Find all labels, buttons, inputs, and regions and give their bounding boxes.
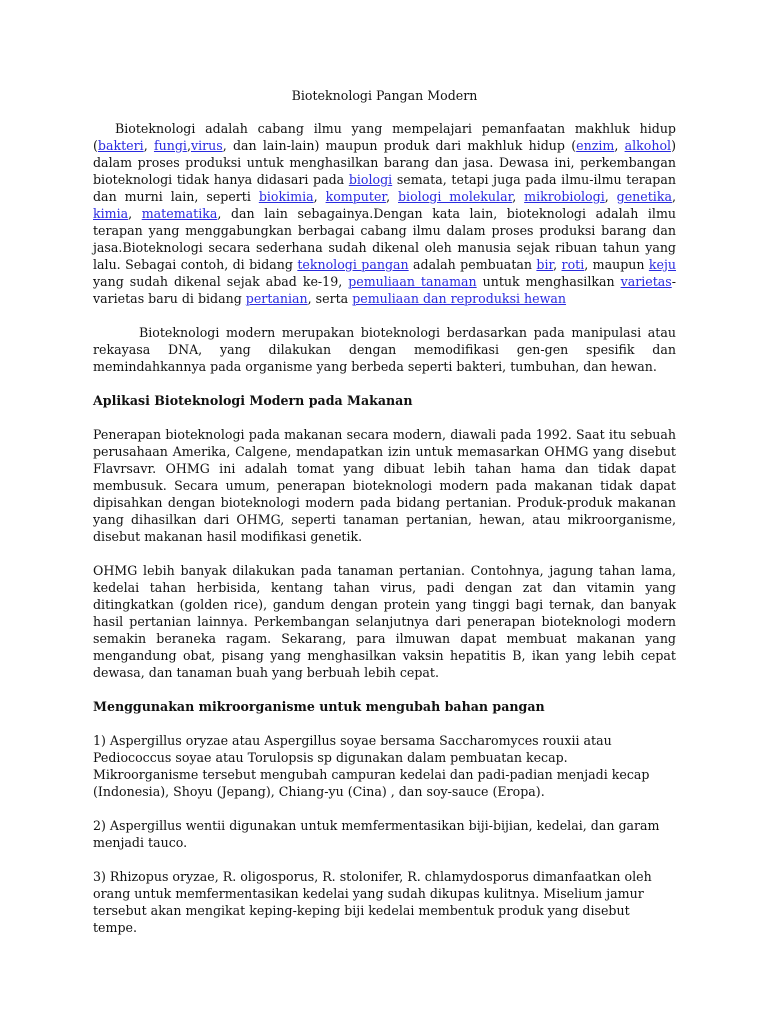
link-bir[interactable]: bir (536, 257, 554, 272)
text-span: , (143, 138, 154, 153)
link-keju[interactable]: keju (648, 257, 677, 272)
text-span: , (186, 138, 191, 153)
text-span: yang sudah dikenal sejak abad ke-19, (93, 274, 349, 289)
text-span: , dan lain sebagainya.Dengan kata lain, bioteknologi adalah ilmu terapan yang menggabungkan berbagai cabang ilmu dalam proses produksi barang dan jasa.Bioteknologi secara sederhana sudah dikenal oleh manusia sejak ribuan tahun yang lalu. Sebagai contoh, di bidang (93, 206, 676, 272)
text-span: semata, tetapi juga pada ilmu-ilmu terapan dan murni lain, seperti (93, 172, 676, 204)
text-span: , (313, 189, 326, 204)
list-item: 3) Rhizopus oryzae, R. oligosporus, R. stolonifer, R. chlamydosporus dimanfaatkan oleh orang untuk memfermentasikan kedelai yang sudah dikupas kulitnya. Miselium jamur tersebut akan mengikat keping-keping biji kedelai membentuk produk yang disebut tempe. (93, 869, 652, 935)
link-pemuliaan-reproduksi-hewan[interactable]: pemuliaan dan reproduksi hewan (352, 291, 567, 306)
text-span: , serta (307, 291, 353, 306)
link-genetika[interactable]: genetika (616, 189, 672, 204)
section-heading-mikroorganisme: Menggunakan mikroorganisme untuk mengubah bahan pangan (93, 699, 545, 714)
document-page (93, 87, 676, 953)
link-biologi[interactable]: biologi (348, 172, 393, 187)
link-biokimia[interactable]: biokimia (258, 189, 314, 204)
link-matematika[interactable]: matematika (141, 206, 218, 221)
ohmg-paragraph: OHMG lebih banyak dilakukan pada tanaman pertanian. Contohnya, jagung tahan lama, kedelai tahan herbisida, kentang tahan virus, padi dengan zat dan vitamin yang ditingkatkan (golden rice), gandum dengan protein yang tinggi bagi ternak, dan banyak hasil pertanian lainnya. Perkembangan selanjutnya dari penerapan bioteknologi modern semakin beraneka ragam. Sekarang, para ilmuwan dapat membuat makanan yang mengandung obat, pisang yang menghasilkan vaksin hepatitis B, ikan yang lebih cepat dewasa, dan tanaman buah yang berbuah lebih cepat. (93, 563, 676, 680)
text-span: , (386, 189, 398, 204)
text-span: ) dalam proses produksi untuk menghasilkan barang dan jasa. Dewasa ini, perkembangan bioteknologi tidak hanya didasari pada (93, 138, 676, 187)
text-span: , (604, 189, 617, 204)
list-item: 1) Aspergillus oryzae atau Aspergillus soyae bersama Saccharomyces rouxii atau Pediococcus soyae atau Torulopsis sp digunakan dalam pembuatan kecap. Mikroorganisme tersebut mengubah campuran kedelai dan padi-padian menjadi kecap (Indonesia), Shoyu (Jepang), Chiang-yu (Cina) , dan soy-sauce (Eropa). (93, 733, 650, 799)
section-heading-aplikasi: Aplikasi Bioteknologi Modern pada Makanan (93, 393, 413, 408)
link-pertanian[interactable]: pertanian (245, 291, 308, 306)
link-roti[interactable]: roti (561, 257, 585, 272)
page-title: Bioteknologi Pangan Modern (291, 88, 478, 103)
list-item: 2) Aspergillus wentii digunakan untuk memfermentasikan biji-bijian, kedelai, dan garam menjadi tauco. (93, 818, 660, 850)
text-span: Bioteknologi adalah cabang ilmu yang mempelajari pemanfaatan makhluk hidup ( (93, 121, 676, 153)
link-enzim[interactable]: enzim (576, 138, 615, 153)
link-biologi-molekular[interactable]: biologi molekular (398, 189, 513, 204)
text-span: , (553, 257, 562, 272)
link-pemuliaan-tanaman[interactable]: pemuliaan tanaman (348, 274, 477, 289)
link-komputer[interactable]: komputer (325, 189, 387, 204)
text-span: , dan lain-lain) maupun produk dari makhluk hidup ( (222, 138, 577, 153)
text-span: , (512, 189, 525, 204)
link-alkohol[interactable]: alkohol (624, 138, 672, 153)
link-teknologi-pangan[interactable]: teknologi pangan (297, 257, 409, 272)
link-fungi[interactable]: fungi (153, 138, 187, 153)
text-span: , maupun (584, 257, 649, 272)
link-mikrobiologi[interactable]: mikrobiologi (524, 189, 605, 204)
modern-biotech-paragraph: Bioteknologi modern merupakan bioteknologi berdasarkan pada manipulasi atau rekayasa DNA, yang dilakukan dengan memodifikasi gen-gen spesifik dan memindahkannya pada organisme yang berbeda seperti bakteri, tumbuhan, dan hewan. (93, 325, 676, 374)
intro-paragraph (93, 120, 676, 307)
text-span: -varietas baru di bidang (93, 274, 676, 306)
application-paragraph: Penerapan bioteknologi pada makanan secara modern, diawali pada 1992. Saat itu sebuah perusahaan Amerika, Calgene, mendapatkan izin untuk memasarkan OHMG yang disebut Flavrsavr. OHMG ini adalah tomat yang dibuat lebih tahan hama dan tidak dapat membusuk. Secara umum, penerapan bioteknologi modern pada makanan tidak dapat dipisahkan dengan bioteknologi modern pada bidang pertanian. Produk-produk makanan yang dihasilkan dari OHMG, seperti tanaman pertanian, hewan, atau mikroorganisme, disebut makanan hasil modifikasi genetik. (93, 427, 676, 544)
text-span: , (614, 138, 625, 153)
text-span: adalah pembuatan (408, 257, 537, 272)
text-span: , (128, 206, 142, 221)
link-bakteri[interactable]: bakteri (97, 138, 144, 153)
text-span: untuk menghasilkan (476, 274, 621, 289)
link-virus[interactable]: virus (190, 138, 223, 153)
link-varietas[interactable]: varietas (620, 274, 672, 289)
link-kimia[interactable]: kimia (93, 206, 129, 221)
text-span: , (671, 189, 676, 204)
